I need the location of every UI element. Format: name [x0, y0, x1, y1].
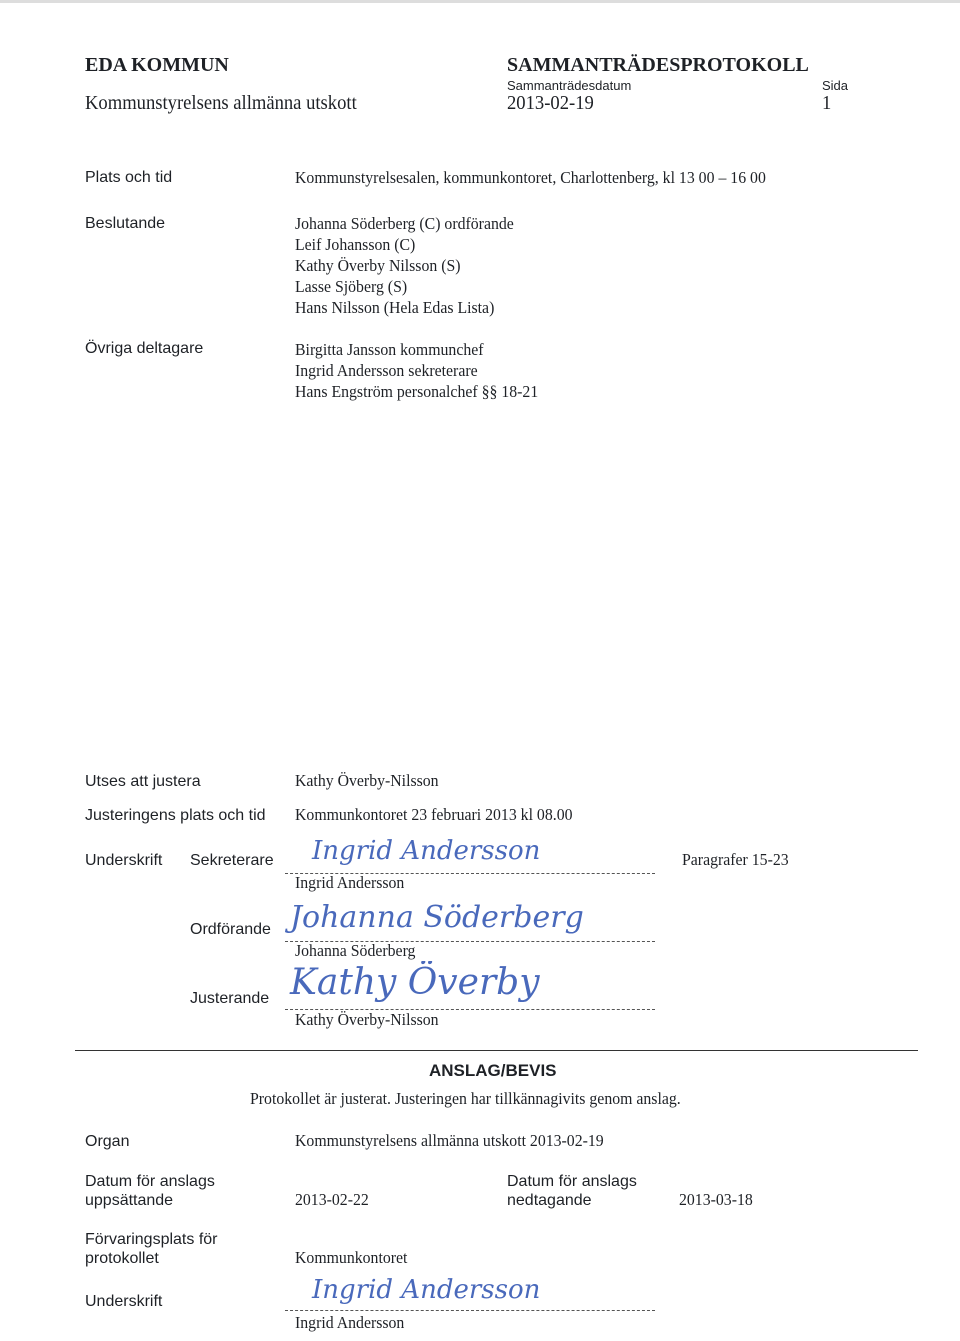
- decision-maker: Lasse Sjöberg (S): [295, 277, 408, 296]
- decision-maker: Hans Nilsson (Hela Edas Lista): [295, 298, 495, 317]
- page-label: Sida: [822, 78, 849, 93]
- date-label: Sammanträdesdatum: [507, 78, 632, 93]
- organ-label: Organ: [85, 1133, 130, 1150]
- posted-date: 2013-02-22: [295, 1190, 369, 1209]
- paragraphs: Paragrafer 15-23: [682, 850, 789, 869]
- page-number: 1: [822, 92, 832, 114]
- storage-label-2: protokollet: [85, 1250, 159, 1267]
- appointed-value: Kathy Överby-Nilsson: [295, 771, 439, 790]
- decision-maker: Johanna Söderberg (C) ordförande: [295, 214, 514, 233]
- posted-label-2: uppsättande: [85, 1192, 174, 1209]
- removed-label-2: nedtagande: [507, 1192, 592, 1209]
- storage-label: Förvaringsplats för: [85, 1231, 218, 1248]
- committee-name: Kommunstyrelsens allmänna utskott: [85, 92, 357, 114]
- notice-signature: Ingrid Andersson: [312, 1275, 541, 1305]
- place-label: Plats och tid: [85, 169, 173, 186]
- appointed-label: Utses att justera: [85, 773, 201, 790]
- organ-value: Kommunstyrelsens allmänna utskott 2013-02-19: [295, 1131, 604, 1150]
- signature-chair: Johanna Söderberg: [290, 900, 584, 935]
- role-adjuster: Justerande: [190, 990, 270, 1007]
- storage-value: Kommunkontoret: [295, 1248, 408, 1267]
- posted-label: Datum för anslags: [85, 1173, 215, 1190]
- org-name: EDA KOMMUN: [85, 54, 229, 76]
- name-secretary: Ingrid Andersson: [295, 873, 405, 892]
- place-value: Kommunstyrelsesalen, kommunkontoret, Charlottenberg, kl 13 00 – 16 00: [295, 168, 766, 187]
- notice-signer: Ingrid Andersson: [295, 1313, 405, 1332]
- role-secretary: Sekreterare: [190, 852, 274, 869]
- divider: [75, 1050, 918, 1051]
- decision-makers-label: Beslutande: [85, 215, 166, 232]
- document-type: SAMMANTRÄDESPROTOKOLL: [507, 54, 809, 76]
- place-time-value: Kommunkontoret 23 februari 2013 kl 08.00: [295, 805, 573, 824]
- other-participant: Ingrid Andersson sekreterare: [295, 361, 478, 380]
- others-label: Övriga deltagare: [85, 340, 204, 357]
- name-chair: Johanna Söderberg: [295, 941, 416, 960]
- signature-adjuster: Kathy Överby: [290, 962, 540, 1003]
- role-chair: Ordförande: [190, 921, 271, 938]
- decision-maker: Leif Johansson (C): [295, 235, 416, 254]
- place-time-label: Justeringens plats och tid: [85, 807, 266, 824]
- notice-statement: Protokollet är justerat. Justeringen har tillkännagivits genom anslag.: [250, 1089, 681, 1108]
- decision-maker: Kathy Överby Nilsson (S): [295, 256, 461, 275]
- name-adjuster: Kathy Överby-Nilsson: [295, 1010, 439, 1029]
- removed-date: 2013-03-18: [679, 1190, 753, 1209]
- notice-signature-label: Underskrift: [85, 1293, 163, 1310]
- other-participant: Birgitta Jansson kommunchef: [295, 340, 484, 359]
- other-participant: Hans Engström personalchef §§ 18-21: [295, 382, 539, 401]
- signature-label: Underskrift: [85, 852, 163, 869]
- removed-label: Datum för anslags: [507, 1173, 637, 1190]
- signature-line: [285, 1310, 655, 1311]
- signature-secretary: Ingrid Andersson: [312, 836, 541, 866]
- notice-title: ANSLAG/BEVIS: [429, 1061, 557, 1080]
- meeting-date: 2013-02-19: [507, 92, 594, 114]
- scan-edge: [0, 0, 960, 3]
